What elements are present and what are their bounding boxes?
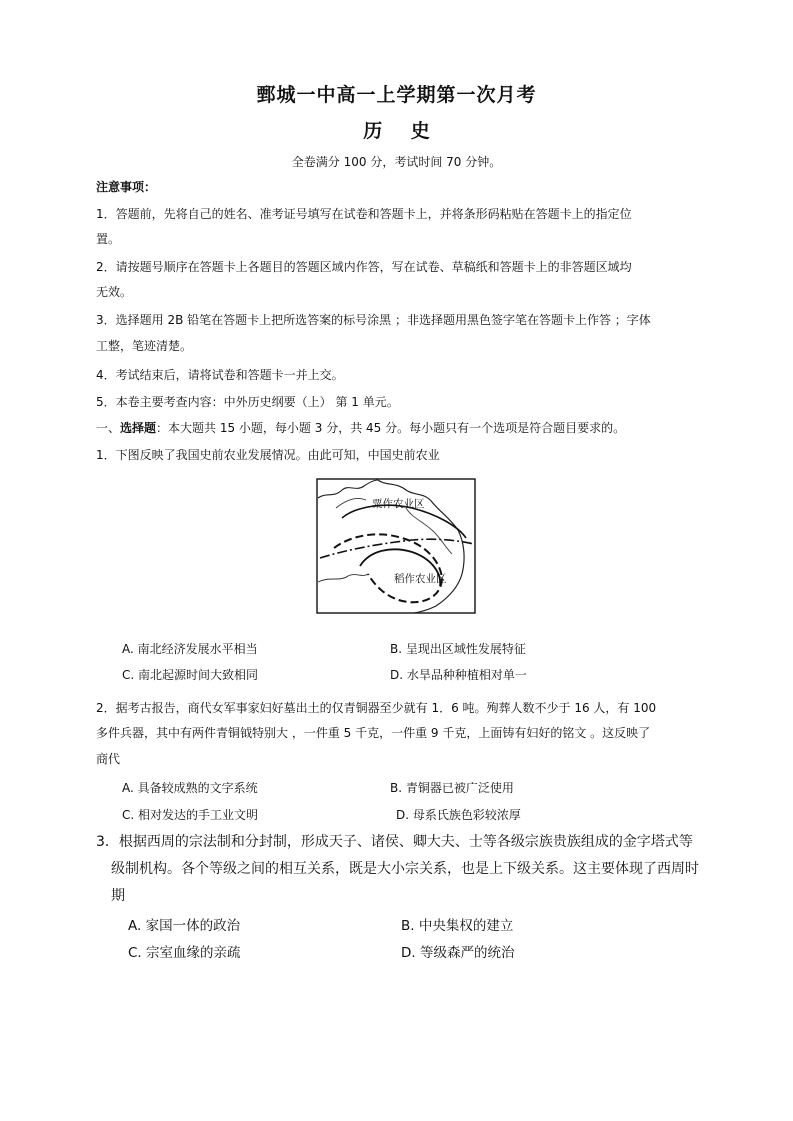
map-label-north: 粟作农业区 [372, 498, 425, 510]
map-label-south: 稻作农业区 [394, 573, 447, 585]
question-3-stem-line: 3．根据西周的宗法制和分封制，形成天子、诸侯、卿大夫、士等各级宗族贵族组成的金字塔式等 [96, 834, 693, 850]
question-3-option-b[interactable]: B. 中央集权的建立 [401, 918, 514, 934]
notice-line: 置。 [96, 232, 121, 246]
section-header [96, 419, 625, 437]
question-3-option-d[interactable]: D. 等级森严的统治 [401, 945, 515, 961]
question-1-option-d[interactable]: D. 水旱品种种植相对单一 [390, 668, 527, 682]
notice-line: 无效。 [96, 285, 133, 299]
notice-line: 4．考试结束后，请将试卷和答题卡一并上交。 [96, 368, 344, 382]
question-3-stem-line: 期 [111, 888, 125, 904]
question-3-option-c[interactable]: C. 宗室血缘的亲疏 [128, 945, 241, 961]
exam-subject: 历 史 [363, 120, 430, 142]
question-1-stem: 1．下图反映了我国史前农业发展情况。由此可知，中国史前农业 [96, 448, 440, 462]
notice-line: 5．本卷主要考查内容：中外历史纲要（上） 第 1 单元。 [96, 395, 399, 409]
agriculture-map [316, 478, 476, 614]
exam-title: 鄄城一中高一上学期第一次月考 [256, 84, 537, 106]
question-2-stem-line: 2．据考古报告，商代女军事家妇好墓出土的仅青铜器至少就有 1．6 吨。殉葬人数不少于 16 人，有 100 [96, 701, 657, 715]
question-1-option-b[interactable]: B. 呈现出区域性发展特征 [390, 642, 526, 656]
question-2-stem-line: 多件兵器，其中有两件青铜钺特别大 ，一件重 5 千克，一件重 9 千克，上面铸有妇好的铭文 。这反映了 [96, 726, 651, 740]
question-1-option-c[interactable]: C. 南北起源时间大致相同 [122, 668, 259, 682]
section-prefix: 一、 [96, 421, 121, 435]
question-3-stem-line: 级制机构。各个等级之间的相互关系，既是大小宗关系，也是上下级关系。这主要体现了西周时 [111, 861, 699, 877]
notice-line: 2．请按题号顺序在答题卡上各题目的答题区域内作答，写在试卷、草稿纸和答题卡上的非答题区域均 [96, 260, 632, 274]
question-1-option-a[interactable]: A. 南北经济发展水平相当 [122, 642, 258, 656]
question-3-option-a[interactable]: A. 家国一体的政治 [128, 918, 241, 934]
question-2-option-d[interactable]: D. 母系氏族色彩较浓厚 [396, 808, 521, 822]
exam-meta: 全卷满分 100 分，考试时间 70 分钟。 [291, 155, 502, 169]
notice-line: 工整，笔迹清楚。 [96, 339, 193, 353]
question-2-option-c[interactable]: C. 相对发达的手工业文明 [122, 808, 259, 822]
section-label: 选择题 [120, 421, 157, 435]
notice-heading: 注意事项： [96, 180, 157, 194]
question-2-option-b[interactable]: B. 青铜器已被广泛使用 [390, 781, 514, 795]
notice-line: 1．答题前，先将自己的姓名、准考证号填写在试卷和答题卡上，并将条形码粘贴在答题卡上的指定位 [96, 207, 632, 221]
question-2-stem-line: 商代 [96, 752, 121, 766]
question-2-option-a[interactable]: A. 具备较成熟的文字系统 [122, 781, 258, 795]
section-description: ：本大题共 15 小题，每小题 3 分，共 45 分。每小题只有一个选项是符合题目要求的。 [156, 421, 626, 435]
notice-line: 3．选择题用 2B 铅笔在答题卡上把所选答案的标号涂黑 ；非选择题用黑色签字笔在答题卡上作答 ；字体 [96, 313, 651, 327]
